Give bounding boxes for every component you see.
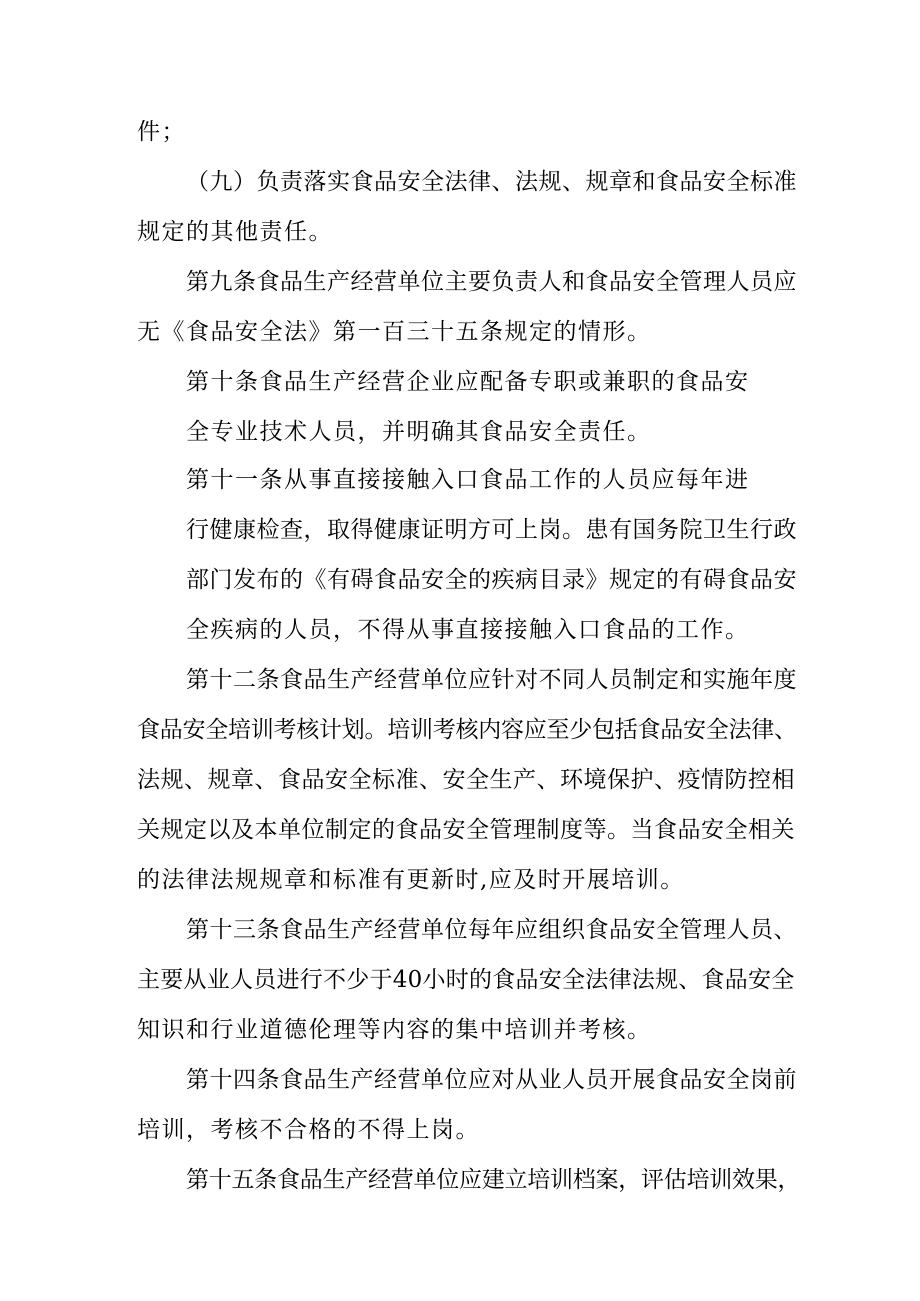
text-line: 件； (137, 119, 186, 145)
text-line: 第十三条食品生产经营单位每年应组织食品安全管理人员、 (186, 917, 797, 943)
text-line: 第十二条食品生产经营单位应针对不同人员制定和实施年度 (186, 667, 797, 693)
text-line: 全专业技术人员，并明确其食品安全责任。 (186, 419, 652, 445)
text-line: 第十四条食品生产经营单位应对从业人员开展食品安全岗前 (186, 1067, 797, 1093)
text-line: 知识和行业道德伦理等内容的集中培训并考核。 (137, 1017, 652, 1043)
text-line: 全疾病的人员，不得从事直接接触入口食品的工作。 (186, 617, 750, 643)
text-line: 主要从业人员进行不少于40小时的食品安全法律法规、食品安全 (137, 967, 795, 993)
text-line: 食品安全培训考核计划。培训考核内容应至少包括食品安全法律、 (137, 717, 797, 743)
text-line: 部门发布的《有碍食品安全的疾病目录》规定的有碍食品安 (186, 567, 797, 593)
text-line: 第十一条从事直接接触入口食品工作的人员应每年进 (186, 467, 750, 493)
text-line: 第十条食品生产经营企业应配备专职或兼职的食品安 (186, 369, 750, 395)
text-line: 法规、规章、食品安全标准、安全生产、环境保护、疫情防控相 (137, 767, 795, 793)
text-line: 行健康检查，取得健康证明方可上岗。患有国务院卫生行政 (186, 517, 797, 543)
text-line: 第十五条食品生产经营单位应建立培训档案，评估培训效果， (186, 1167, 801, 1193)
text-line: 规定的其他责任。 (137, 219, 333, 245)
text-line: 关规定以及本单位制定的食品安全管理制度等。当食品安全相关 (137, 817, 795, 843)
text-line: 的法律法规规章和标准有更新时,应及时开展培训。 (137, 867, 685, 893)
text-line: 无《食品安全法》第一百三十五条规定的情形。 (137, 319, 652, 345)
text-line: 培训，考核不合格的不得上岗。 (137, 1117, 480, 1143)
text-line: 第九条食品生产经营单位主要负责人和食品安全管理人员应 (186, 269, 797, 295)
text-line: （九）负责落实食品安全法律、法规、规章和食品安全标准 (186, 169, 797, 195)
